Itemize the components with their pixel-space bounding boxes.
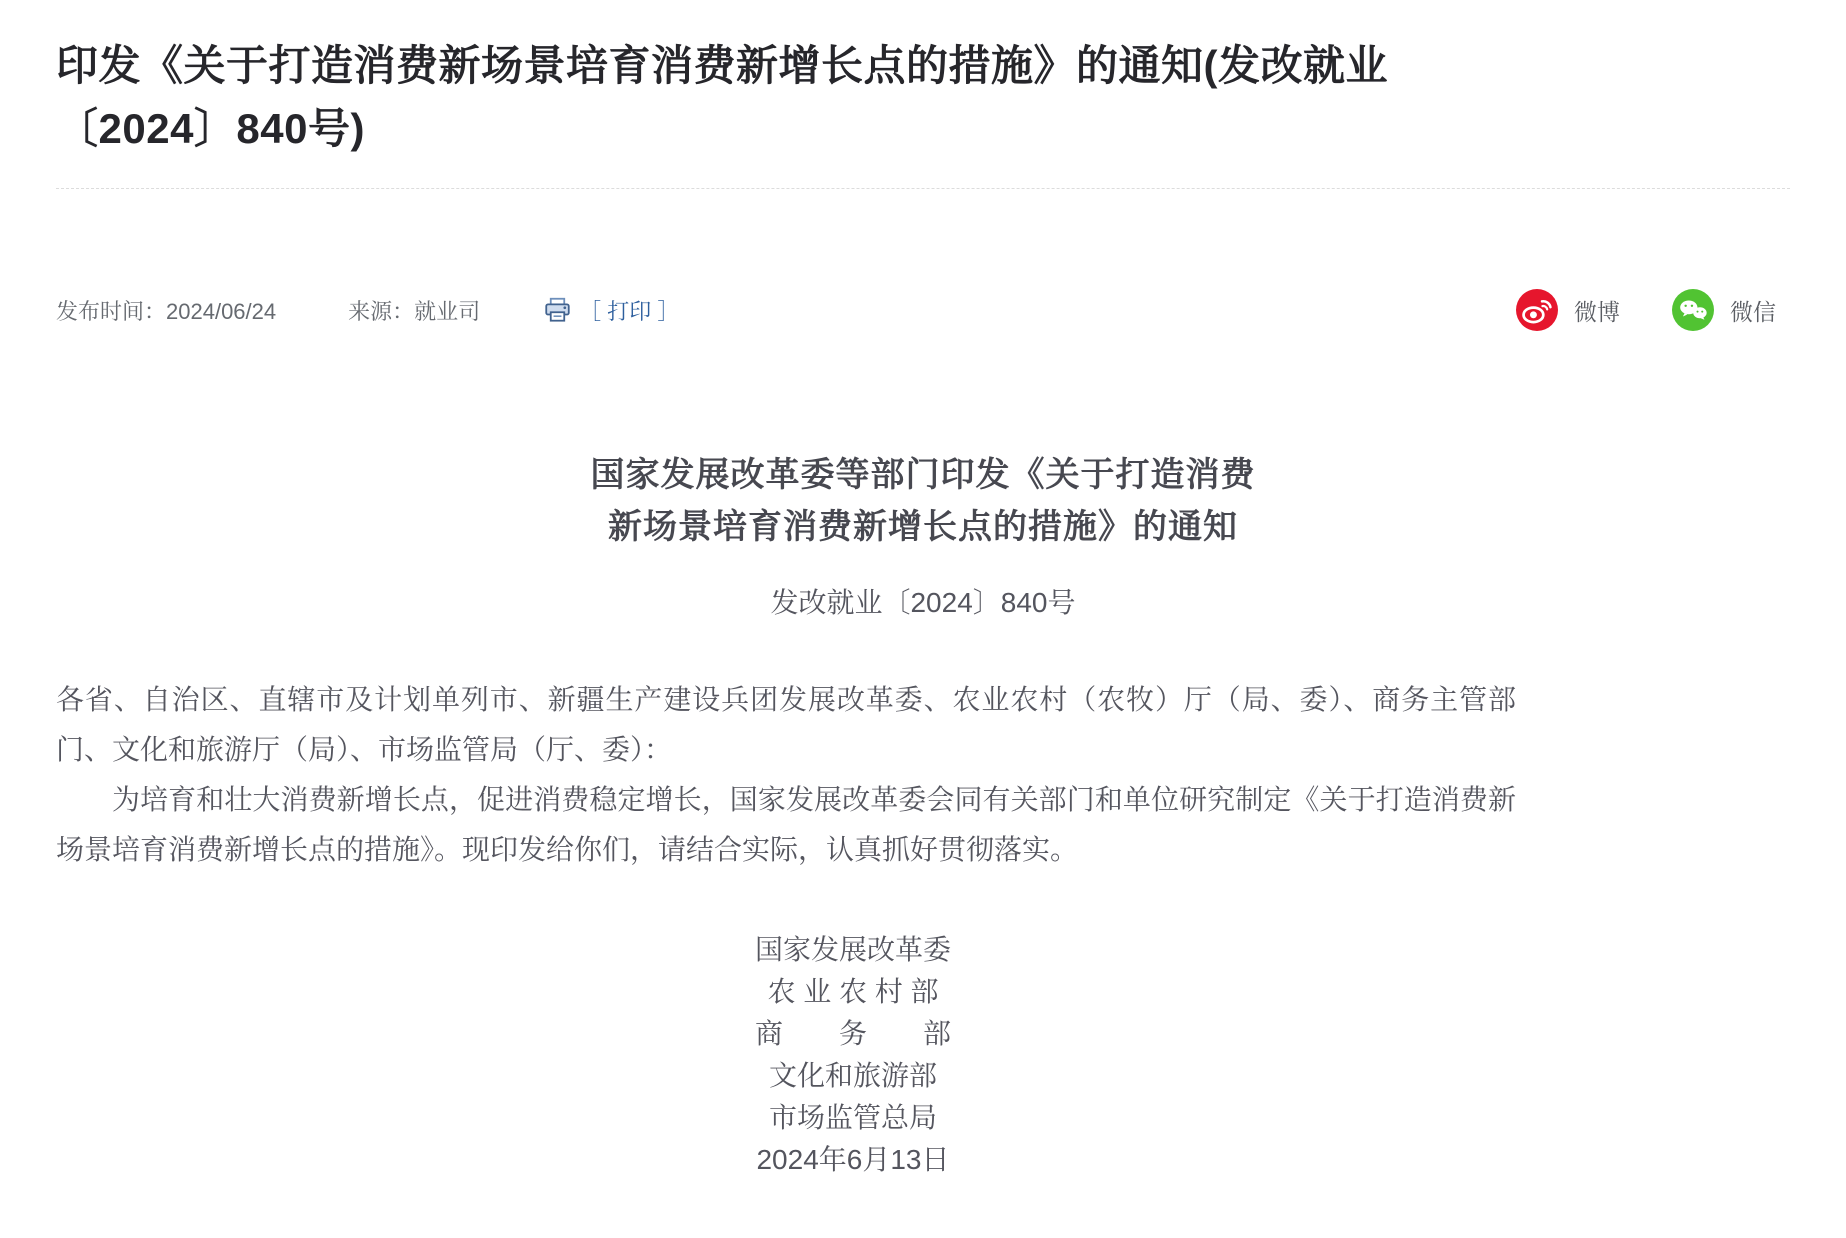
signature-line-agriculture: 农 业 农 村 部 <box>767 976 939 1007</box>
document-heading-line1: 国家发展改革委等部门印发《关于打造消费 <box>590 456 1256 494</box>
signature-line-culture-tourism: 文化和旅游部 <box>768 1060 937 1091</box>
paragraph-main: 为培育和壮大消费新增长点，促进消费稳定增长，国家发展改革委会同有关部门和单位研究制定《关于打造消费新场景培育消费新增长点的措施》。现印发给你们，请结合实际，认真抓好贯彻落实。 <box>56 784 1516 865</box>
dashed-divider <box>56 188 1790 189</box>
print-label: ［ 打印 ］ <box>579 298 680 324</box>
article-body <box>56 449 1790 1181</box>
print-button[interactable] <box>544 295 679 326</box>
signature-line-commerce: 商 务 部 <box>754 1018 951 1049</box>
paragraph-recipients: 各省、自治区、直辖市及计划单列市、新疆生产建设兵团发展改革委、农业农村（农牧）厅（局、委）、商务主管部门、文化和旅游厅（局）、市场监管局（厅、委）： <box>56 684 1516 765</box>
source-value: 就业司 <box>414 298 481 324</box>
wechat-icon <box>1672 289 1714 331</box>
share-weibo-button[interactable] <box>1516 289 1620 331</box>
signature-line-market-regulation: 市场监管总局 <box>768 1102 937 1133</box>
source <box>348 295 480 326</box>
publish-time <box>56 295 276 326</box>
source-label: 来源： <box>348 298 415 324</box>
printer-icon <box>544 297 571 323</box>
share-buttons <box>1516 289 1790 331</box>
document-number: 发改就业〔2024〕840号 <box>770 587 1076 618</box>
document-heading <box>56 449 1790 553</box>
publish-time-value: 2024/06/24 <box>166 298 277 324</box>
paragraphs <box>56 675 1790 875</box>
share-wechat-button[interactable] <box>1672 289 1776 331</box>
signature-date: 2024年6月13日 <box>756 1144 950 1175</box>
share-weibo-label: 微博 <box>1574 298 1620 325</box>
publish-time-label: 发布时间： <box>56 298 167 324</box>
share-wechat-label: 微信 <box>1730 298 1776 325</box>
document-heading-line2: 新场景培育消费新增长点的措施》的通知 <box>608 508 1238 546</box>
page-title: 印发《关于打造消费新场景培育消费新增长点的措施》的通知(发改就业〔2024〕840号) <box>56 42 1388 152</box>
meta-bar <box>56 289 1790 331</box>
signature-line-ndrc: 国家发展改革委 <box>754 934 951 965</box>
weibo-icon <box>1516 289 1558 331</box>
signature-block <box>0 929 1720 1181</box>
